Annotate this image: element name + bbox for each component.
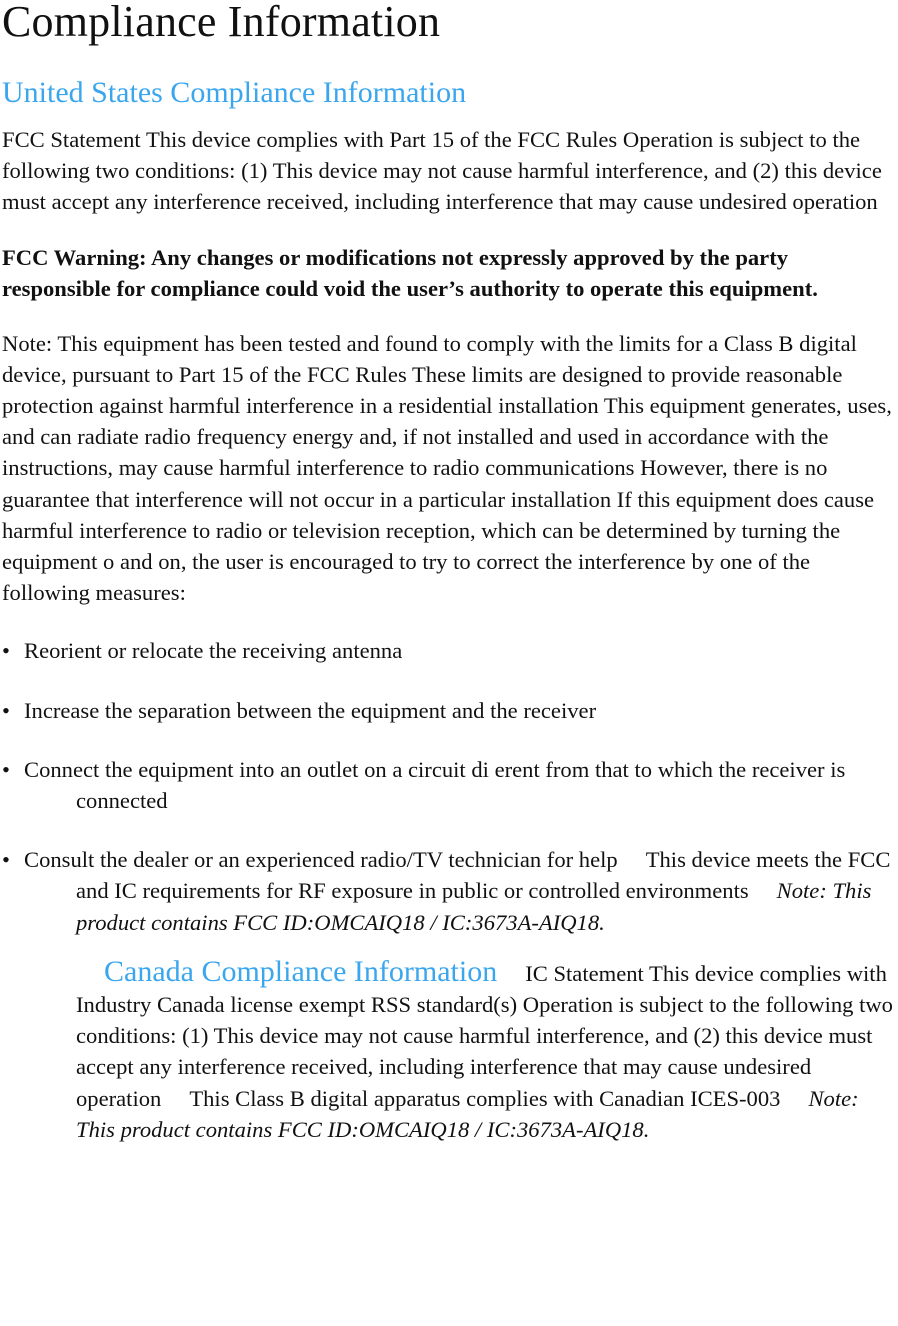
measure-text: Increase the separation between the equipment and the receiver [24, 697, 597, 723]
bullet-glyph: • [2, 847, 10, 873]
compliance-document [2, 0, 898, 1145]
list-item [2, 754, 898, 816]
canada-compliance-block [2, 956, 898, 1145]
bullet-glyph: • [2, 756, 10, 782]
canada-compliance-heading: Canada Compliance Information [104, 954, 498, 988]
fcc-statement: FCC Statement This device complies with Part 15 of the FCC Rules Operation is subject to the following two conditions: (1) This device may not cause harmful interference, and (2) this device must accept any interference received, including interference that may cause undesired operation [2, 127, 882, 215]
bullet-glyph: • [2, 638, 10, 664]
measures-list [2, 635, 898, 937]
rf-exposure-text: This device meets the FCC and IC requirements for RF exposure in public or controlled environments [76, 847, 891, 904]
bullet-glyph: • [2, 697, 10, 723]
list-item [2, 695, 898, 726]
page-title: Compliance Information [2, 0, 441, 46]
measure-text: Reorient or relocate the receiving antenna [24, 638, 403, 664]
fcc-warning: FCC Warning: Any changes or modifications not expressly approved by the party responsible for compliance could void the user’s authority to operate this equipment. [2, 244, 818, 301]
list-item [2, 635, 898, 666]
list-item [2, 844, 898, 938]
us-compliance-heading: United States Compliance Information [2, 76, 467, 109]
ic-statement: IC Statement This device complies with Industry Canada license exempt RSS standard(s) Operation is subject to the following two conditions: (1) This device may not cause harmful interference, and (2) this device must accept any interference received, including interference that may cause undesired operation [76, 960, 893, 1111]
measure-text: Connect the equipment into an outlet on a circuit di erent from that to which the receiver is connected [24, 756, 846, 814]
ices-statement: This Class B digital apparatus complies with Canadian ICES-003 [189, 1085, 781, 1111]
fcc-note: Note: This equipment has been tested and found to comply with the limits for a Class B digital device, pursuant to Part 15 of the FCC Rules These limits are designed to provide reasonable protection against harmful interference in a residential installation This equipment generates, uses, and can radiate radio frequency energy and, if not installed and used in accordance with the instructions, may cause harmful interference to radio communications However, there is no guarantee that interference will not occur in a particular installation If this equipment does cause harmful interference to radio or television reception, which can be determined by turning the equipment o and on, the user is encouraged to try to correct the interference by one of the following measures: [2, 330, 892, 606]
fcc-id-note: Note: This product contains FCC ID:OMCAIQ18 / IC:3673A-AIQ18. [76, 878, 872, 935]
measure-text: Consult the dealer or an experienced radio/TV technician for help [24, 847, 618, 873]
canada-fcc-id-note: Note: This product contains FCC ID:OMCAIQ18 / IC:3673A-AIQ18. [76, 1085, 859, 1142]
